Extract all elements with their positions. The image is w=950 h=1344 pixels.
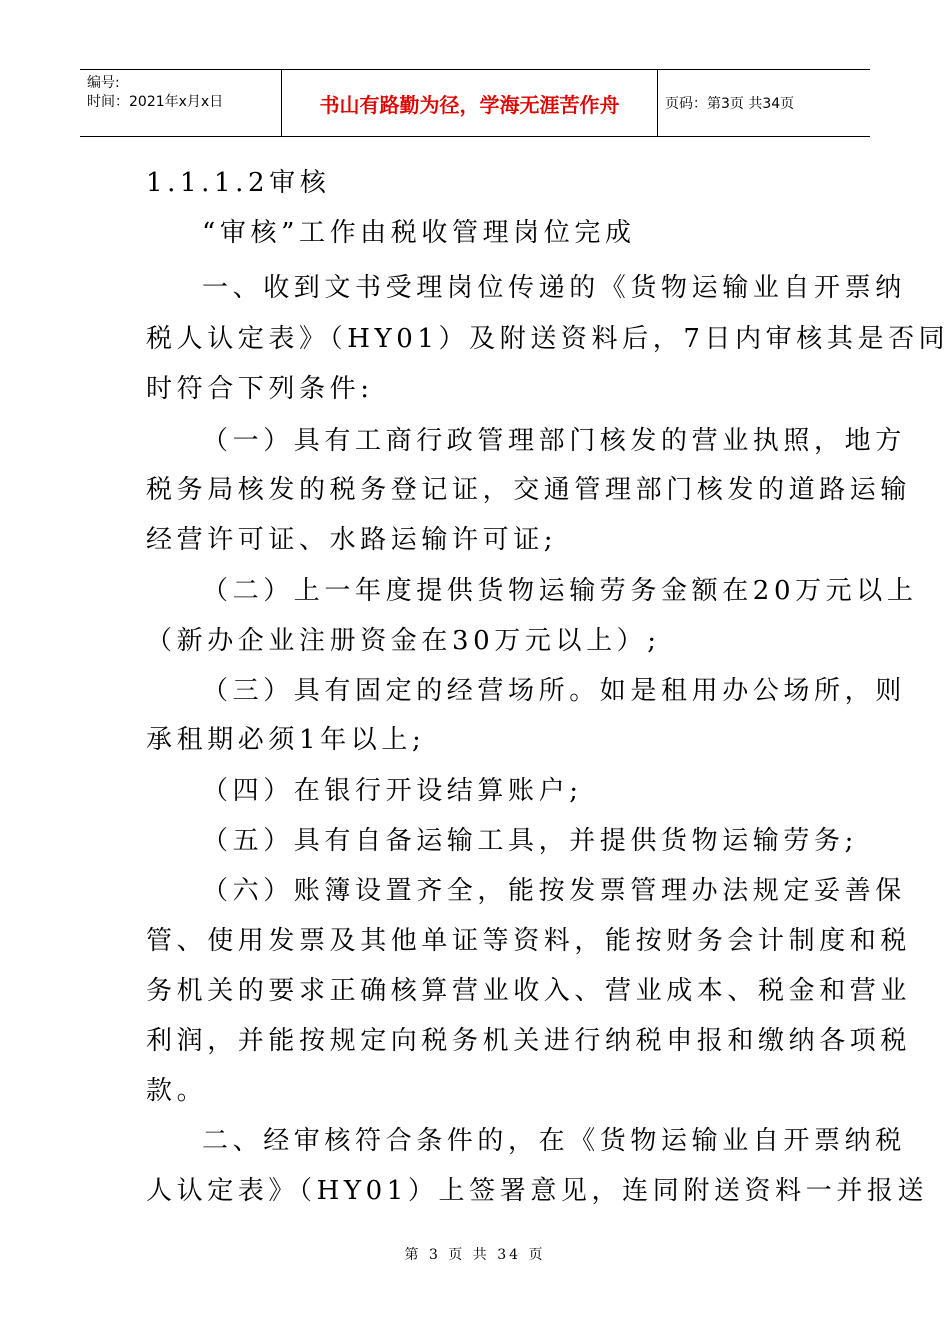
paragraph-line: 务机关的要求正确核算营业收入、营业成本、税金和营业 — [146, 976, 912, 1006]
page-footer: 第 3 页 共 34 页 — [404, 1247, 546, 1263]
paragraph-line: （新办企业注册资金在30万元以上）; — [146, 626, 661, 656]
header-page-info: 页码：第3页 共34页 — [665, 96, 795, 112]
header-motto: 书山有路勤为径，学海无涯苦作舟 — [281, 70, 658, 136]
paragraph-line: （四）在银行开设结算账户; — [202, 776, 583, 806]
section-heading: 1.1.1.2审核 — [146, 168, 331, 198]
paragraph-line: （二）上一年度提供货物运输劳务金额在20万元以上 — [202, 576, 918, 606]
paragraph-line: 款。 — [146, 1076, 208, 1106]
paragraph-line: 税人认定表》（HY01）及附送资料后，7日内审核其是否同 — [146, 324, 950, 354]
header-meta — [80, 70, 280, 136]
paragraph-line: 一、收到文书受理岗位传递的《货物运输业自开票纳 — [202, 273, 906, 303]
paragraph-line: （一）具有工商行政管理部门核发的营业执照，地方 — [202, 426, 906, 456]
paragraph-line: 税务局核发的税务登记证，交通管理部门核发的道路运输 — [146, 475, 912, 505]
document-date: 时间：2021年x月x日 — [87, 94, 224, 110]
paragraph-line: （六）账簿设置齐全，能按发票管理办法规定妥善保 — [202, 876, 906, 906]
paragraph-line: 利润，并能按规定向税务机关进行纳税申报和缴纳各项税 — [146, 1026, 912, 1056]
paragraph-line: 时符合下列条件: — [146, 374, 374, 404]
document-header — [80, 69, 870, 137]
paragraph-line: 承租期必须1年以上; — [146, 725, 426, 755]
paragraph-line: “审核”工作由税收管理岗位完成 — [202, 218, 636, 248]
paragraph-line: （三）具有固定的经营场所。如是租用办公场所，则 — [202, 676, 906, 706]
paragraph-line: （五）具有自备运输工具，并提供货物运输劳务; — [202, 826, 858, 856]
paragraph-line: 管、使用发票及其他单证等资料，能按财务会计制度和税 — [146, 926, 912, 956]
paragraph-line: 经营许可证、水路运输许可证; — [146, 525, 558, 555]
paragraph-line: 人认定表》（HY01）上签署意见，连同附送资料一并报送 — [146, 1176, 929, 1206]
document-number-label: 编号: — [87, 75, 120, 91]
paragraph-line: 二、经审核符合条件的，在《货物运输业自开票纳税 — [202, 1126, 906, 1156]
